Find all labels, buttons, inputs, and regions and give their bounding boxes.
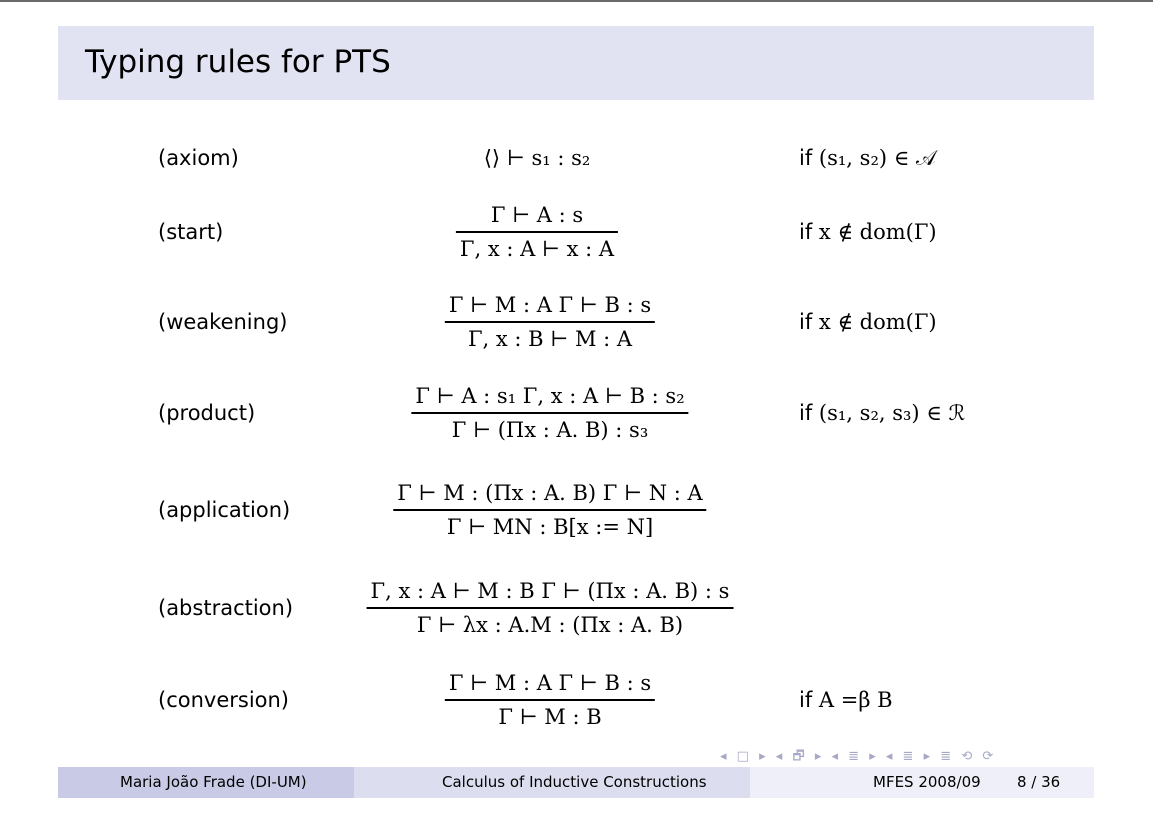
rule-conversion xyxy=(0,670,1153,730)
nav-subsection-icon[interactable]: ≣ xyxy=(848,749,861,764)
rule-start xyxy=(0,202,1153,262)
side-condition xyxy=(799,128,936,188)
rule-conclusion: Γ, x : B ⊢ M : A xyxy=(467,326,633,351)
inference-fraction xyxy=(445,292,655,352)
inference-fraction xyxy=(367,578,734,638)
condition-keyword: if xyxy=(799,401,813,425)
rule-abstraction xyxy=(0,578,1153,638)
beamer-navigation xyxy=(720,747,1090,767)
footer-title-panel xyxy=(354,767,750,798)
nav-prev-slide-icon[interactable]: ◂ xyxy=(720,749,728,764)
rule-premise: Γ ⊢ M : A Γ ⊢ B : s xyxy=(448,671,652,696)
condition-formula: x ∉ dom(Γ) xyxy=(818,220,937,244)
footer-talk-title: Calculus of Inductive Constructions xyxy=(442,773,707,791)
rule-name: (weakening) xyxy=(158,310,288,334)
footer-page-number: 8 / 36 xyxy=(1017,773,1061,791)
rule-conclusion: Γ ⊢ M : B xyxy=(498,704,602,729)
rule-premise: Γ ⊢ A : s xyxy=(490,203,584,228)
nav-next-slide-icon[interactable]: ▸ xyxy=(759,749,767,764)
nav-prev-subsection-icon[interactable]: ◂ xyxy=(831,749,840,764)
nav-prev-frame-icon[interactable]: ◂ xyxy=(775,749,784,764)
footer-info-panel xyxy=(750,767,1094,798)
rule-conclusion: Γ ⊢ λx : A.M : (Πx : A. B) xyxy=(416,612,684,637)
inference-fraction xyxy=(456,202,618,262)
rule-premise: Γ ⊢ A : s₁ Γ, x : A ⊢ B : s₂ xyxy=(415,384,685,409)
rule-name: (axiom) xyxy=(158,146,239,170)
nav-next-frame-icon[interactable]: ▸ xyxy=(814,749,823,764)
condition-keyword: if xyxy=(799,220,813,244)
nav-section-icon[interactable]: ≣ xyxy=(902,749,915,764)
rule-name: (start) xyxy=(158,220,224,244)
slide-title: Typing rules for PTS xyxy=(85,44,391,80)
side-condition xyxy=(799,292,937,352)
rule-conclusion: Γ ⊢ MN : B[x := N] xyxy=(446,514,654,539)
condition-formula: (s₁, s₂) ∈ 𝒜 xyxy=(818,146,936,170)
condition-keyword: if xyxy=(799,310,813,334)
nav-slide-icon[interactable]: □ xyxy=(736,749,750,764)
nav-prev-section-icon[interactable]: ◂ xyxy=(885,749,894,764)
footer-event: MFES 2008/09 xyxy=(873,773,981,791)
rule-conclusion: Γ, x : A ⊢ x : A xyxy=(459,236,615,261)
rule-premise: Γ, x : A ⊢ M : B Γ ⊢ (Πx : A. B) : s xyxy=(370,579,730,604)
rule-name: (abstraction) xyxy=(158,596,294,620)
condition-formula: A =β B xyxy=(818,688,893,712)
side-condition xyxy=(799,670,893,730)
rule-premise: Γ ⊢ M : (Πx : A. B) Γ ⊢ N : A xyxy=(397,481,703,506)
nav-next-section-icon[interactable]: ▸ xyxy=(923,749,932,764)
rule-product xyxy=(0,383,1153,443)
rule-premise: Γ ⊢ M : A Γ ⊢ B : s xyxy=(448,293,652,318)
inference-fraction xyxy=(393,480,706,540)
nav-back-icon[interactable]: ⟲ xyxy=(961,749,974,764)
rule-weakening xyxy=(0,292,1153,352)
footer-author: Maria João Frade (DI-UM) xyxy=(120,773,307,791)
nav-forward-icon[interactable]: ⟳ xyxy=(982,749,995,764)
rule-conclusion: ⟨⟩ ⊢ s₁ : s₂ xyxy=(483,146,591,170)
rule-name: (application) xyxy=(158,498,291,522)
condition-formula: x ∉ dom(Γ) xyxy=(818,310,937,334)
nav-document-icon[interactable]: ≣ xyxy=(940,749,953,764)
rule-application xyxy=(0,480,1153,540)
slide-footer xyxy=(58,767,1094,798)
title-bar xyxy=(58,26,1094,100)
inference-fraction xyxy=(445,670,655,730)
inference-fraction xyxy=(411,383,688,443)
nav-next-subsection-icon[interactable]: ▸ xyxy=(869,749,877,764)
top-rule xyxy=(0,0,1153,2)
rule-conclusion: Γ ⊢ (Πx : A. B) : s₃ xyxy=(451,417,649,442)
rule-axiom xyxy=(0,128,1153,188)
side-condition xyxy=(799,202,937,262)
condition-keyword: if xyxy=(799,146,813,170)
footer-author-panel xyxy=(58,767,354,798)
rule-name: (product) xyxy=(158,401,256,425)
rule-name: (conversion) xyxy=(158,688,290,712)
condition-formula: (s₁, s₂, s₃) ∈ ℛ xyxy=(818,401,966,425)
condition-keyword: if xyxy=(799,688,813,712)
side-condition xyxy=(799,383,965,443)
nav-frame-icon[interactable]: 🗗 xyxy=(792,749,806,764)
